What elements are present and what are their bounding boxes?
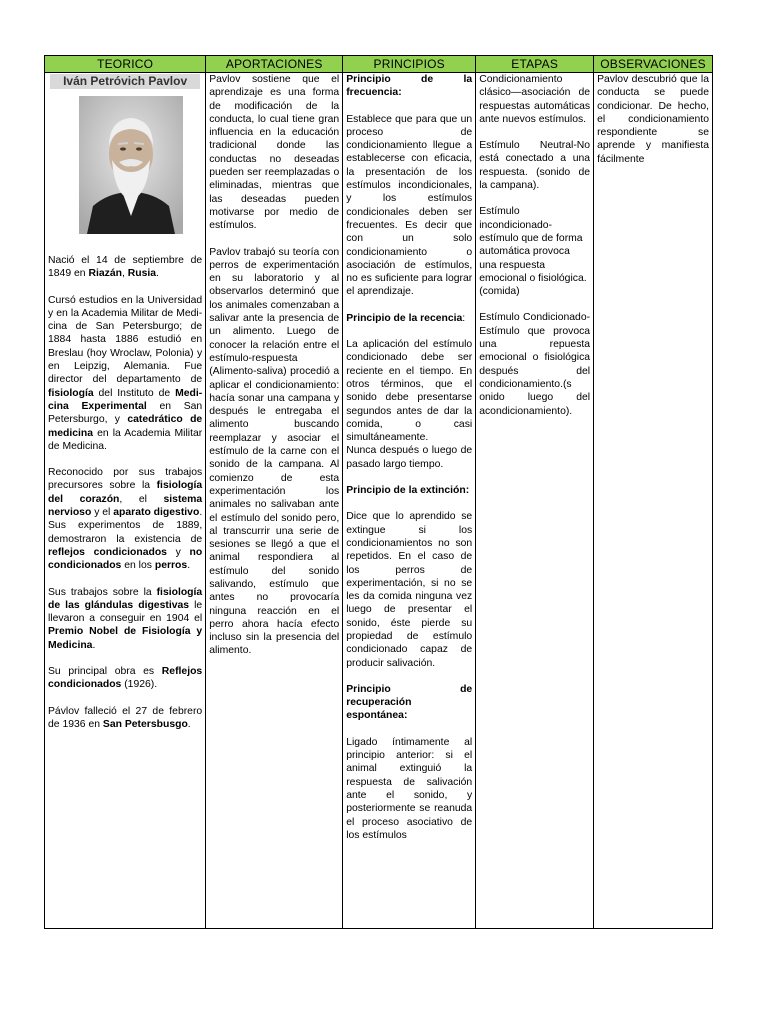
principle-title-recencia [346, 312, 472, 325]
bio-run: Pávlov falleció el 27 de febrero de 1936 en [48, 705, 203, 730]
bio-bold-run: fisiología de las glándulas digestivas [48, 586, 203, 611]
theorist-name: Iván Petróvich Pavlov [50, 74, 200, 89]
bio-paragraph [48, 705, 202, 732]
principle-title-recuperacion: Principio de recuperación espontánea: [346, 683, 473, 722]
portrait-photo [79, 96, 183, 234]
header-etapas: ETAPAS [476, 56, 594, 73]
bio-run: en la Academia Militar de Medicina. [48, 427, 203, 452]
header-row [45, 56, 713, 73]
bio-run: y el [91, 507, 114, 519]
observaciones-text: Pavlov descubrió que la conducta se puede condicionar. De hecho, el condicionamiento respondiente se aprende y manifiesta fácilmente [597, 74, 709, 165]
bio-bold-run: no condicionados [48, 546, 203, 572]
bio-bold-run: sistema nervioso [48, 493, 203, 519]
principle-title-suffix: : [462, 312, 466, 324]
bio-run: . [156, 268, 159, 280]
bio-bold-run: San Petersbusgo [102, 718, 188, 730]
bio-run: , [121, 268, 128, 280]
cell-aportaciones [206, 73, 343, 929]
pavlov-table [44, 55, 713, 929]
bio-paragraph [48, 665, 202, 692]
aportaciones-paragraph: Pavlov sostiene que el aprendizaje es una forma de modificación de la conducta, lo cual tiene gran influencia en la educación tradicional donde las conductas no deseadas pueden ser reemplazadas o eliminadas, mientras que las deseadas pueden motivarse por medio de estímulos. [209, 74, 340, 232]
bio-run: Nació el 14 de septiembre de 1849 en [48, 255, 203, 280]
principle-text: Establece que para que un proceso de condicionamiento llegue a establecerse con eficacia, la presentación de los estímulos incondicionales, y los estímulos condicionales deben ser frecuentes. Es decir que con un solo condicionamiento o asociación de estímulos, no es suficiente para lograr el aprendizaje. [346, 113, 473, 298]
bio-bold-run: aparato digestivo [113, 507, 200, 519]
header-principios: PRINCIPIOS [343, 56, 476, 73]
etapa-paragraph: Estímulo incondicionado-estímulo que de forma automática provoca una respuesta emocional o fisiológica.(comida) [479, 206, 587, 298]
bio-run: en los [121, 560, 155, 572]
header-teorico: TEORICO [45, 56, 206, 73]
bio-run: en San Petersburgo, y [48, 400, 203, 426]
etapa-paragraph: Estímulo Condicionado-Estímulo que provoca una repuesta emocional o fisiológica después del condicionamiento.(s onido luego del acondicionamiento). [479, 312, 591, 417]
bio-paragraph [48, 466, 202, 572]
bio-run: Su principal obra es [48, 666, 162, 678]
bio-paragraph [48, 254, 202, 281]
bio-bold-run: fisiología del corazón [48, 480, 203, 505]
bio-bold-run: Riazán [88, 268, 122, 280]
bio-bold-run: Premio Nobel de Fisiología y Medicina [48, 626, 203, 651]
bio-paragraph [48, 586, 202, 652]
bio-bold-run: Reflejos condicionados [48, 666, 203, 691]
cell-etapas [476, 73, 594, 929]
cell-principios [343, 73, 476, 929]
bio-bold-run: fisiología [48, 387, 94, 399]
etapa-paragraph: Condicionamiento clásico—asociación de respuestas automáticas ante nuevos estímulos. [479, 74, 591, 125]
bio-bold-run: perros [154, 560, 188, 572]
aportaciones-paragraph: Pavlov trabajó su teoría con perros de experimentación en su laboratorio y al observarlos determinó que los animales comenzaban a salivar ante la presencia de un alimento. Luego de conocer la relación entre el estímulo-respuesta (Alimento-saliva) procedió a aplicar el condicionamiento: hacía sonar una campana y después le entregaba el alimento buscando reemplazar y asociar el estímulo de la carne con el sonido de la campana. Al comienzo de esta experimentación los animales no salivaban ante el estímulo del sonido pero, al transcurrir una serie de sesiones se llegó a que el animal respondiera al estímulo del sonido salivando, estímulo que antes no provocaría ninguna reacción en el perro ahora hacía efecto incluso sin la presencia del alimento. [209, 246, 340, 657]
bio-run: Cursó estudios en la Universidad y en la Academia Militar de Medicina de San Petersburgo; de 1884 hasta 1886 estudió en Breslau (hoy Wroclaw, Polonia) y en Leipzig, Alemania. Fue director del departamento de [48, 294, 203, 386]
bio-bold-run: Rusia [127, 268, 157, 280]
cell-teorico [45, 73, 206, 929]
bio-bold-run: Medicina Experimental [48, 387, 203, 412]
content-row [45, 73, 713, 929]
bio-run: Sus trabajos sobre la [48, 586, 157, 598]
bio-run: . [187, 560, 191, 572]
bio-run: . [92, 639, 96, 651]
principle-title-text: Principio de la recencia [346, 312, 463, 324]
bio-run: Reconocido por sus trabajos precursores sobre la [48, 467, 203, 492]
bio-run: , el [119, 493, 164, 505]
bio-run: y [166, 546, 190, 558]
bio-bold-run: reflejos condicionados [48, 546, 167, 558]
bio-paragraph [48, 294, 202, 454]
cell-observaciones [594, 73, 713, 929]
principle-title-extincion: Principio de la extinción: [346, 485, 470, 497]
principle-text: Nunca después o luego de pasado largo tiempo. [346, 445, 473, 470]
bio-run: . Sus experimentos de 1889, demostraron la existencia de [48, 507, 203, 545]
etapa-paragraph: Estímulo Neutral-No está conectado a una respuesta. (sonido de la campana). [479, 140, 591, 192]
theorist-bio [48, 254, 202, 731]
principle-text: La aplicación del estímulo condicionado debe ser reciente en el tiempo. En otros términos, que el sonido debe presentarse segundos antes de dar la comida, o casi simultáneamente. [346, 339, 473, 444]
bio-run: . [187, 718, 191, 730]
header-observaciones: OBSERVACIONES [594, 56, 713, 73]
bio-run: del Instituto de [93, 387, 176, 399]
principle-title-frecuencia: Principio de la frecuencia: [346, 74, 473, 99]
principle-text: Ligado íntimamente al principio anterior: si el animal extinguió la respuesta de salivación ante el sonido, y posteriormente se reanuda el proceso asociativo de los estímulos [346, 736, 473, 841]
header-aportaciones: APORTACIONES [206, 56, 343, 73]
bio-bold-run: catedrático de medicina [48, 414, 203, 439]
principle-text: Dice que lo aprendido se extingue si los condicionamientos no son repetidos. En el caso de los perros de experimentación, si no se les da comida ninguna vez luego de presentar el sonido, éste pierde su propiedad de estímulo condicionado capaz de producir salivación. [346, 511, 473, 669]
bio-run: (1926). [121, 679, 158, 691]
bio-run: le llevaron a conseguir en 1904 el [48, 599, 203, 625]
